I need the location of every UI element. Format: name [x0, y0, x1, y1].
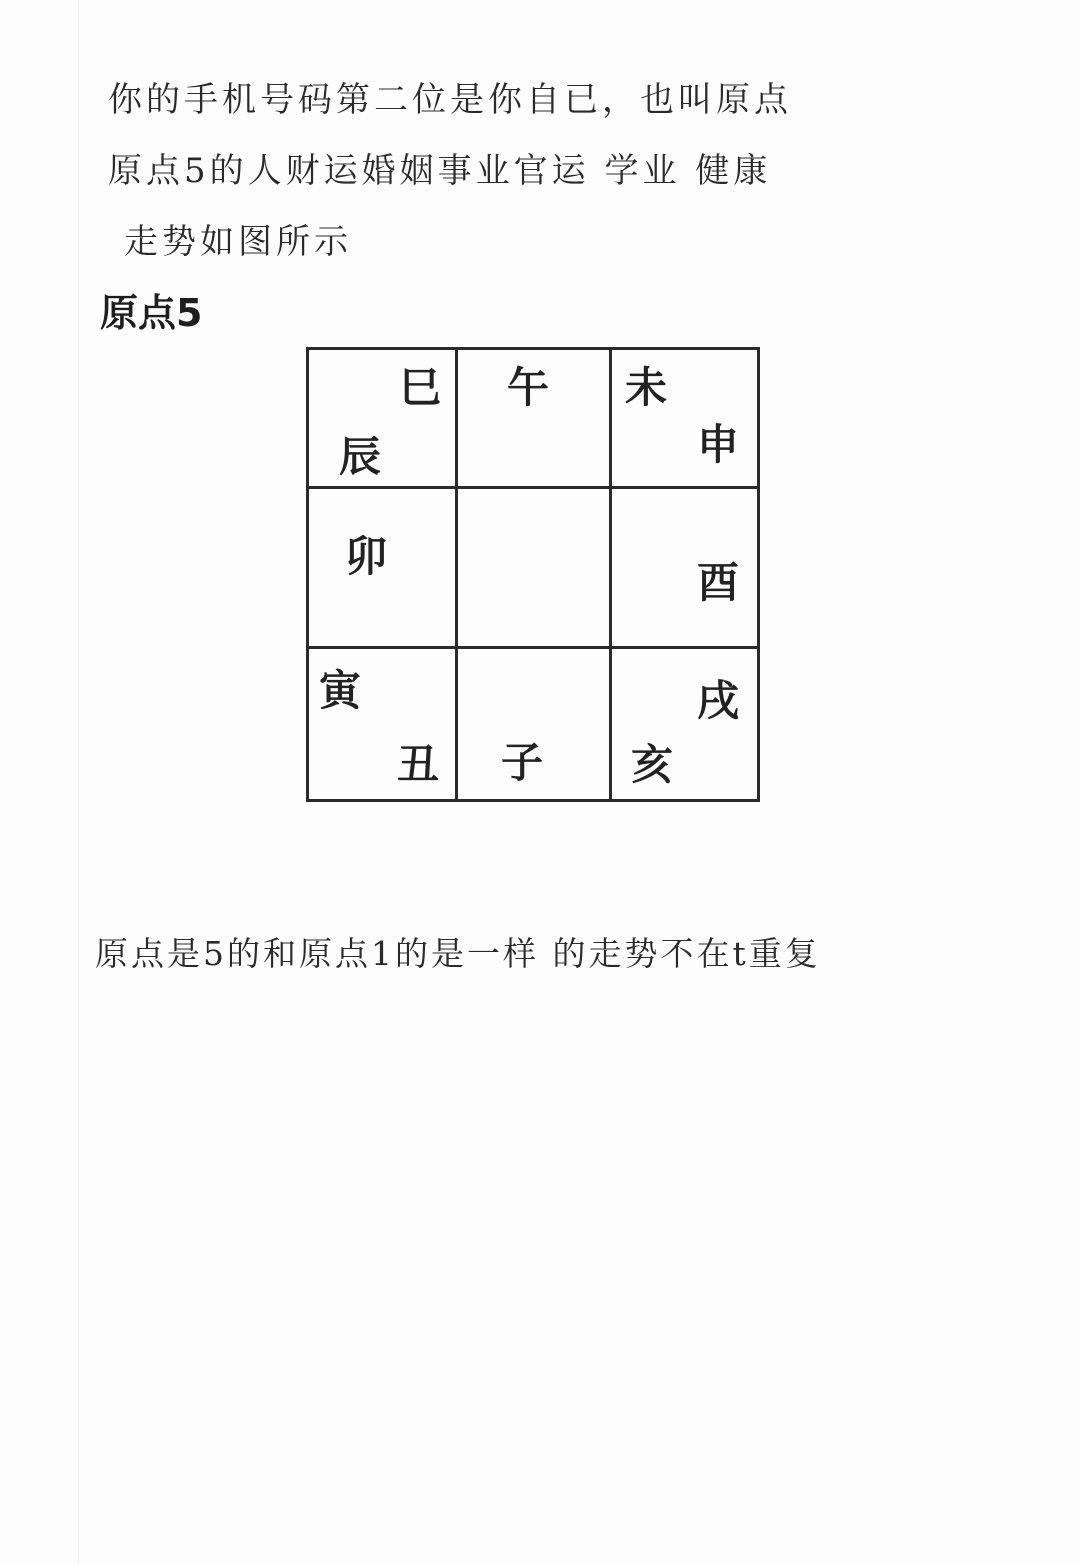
branch-chou: 丑	[397, 740, 440, 789]
earthly-branches-grid	[306, 347, 760, 802]
intro-line-2: 原点5的人财运婚姻事业官运 学业 健康	[108, 151, 772, 191]
grid-horizontal-line-1	[309, 486, 757, 489]
branch-si: 巳	[399, 363, 442, 412]
branch-shen: 申	[697, 420, 740, 469]
branch-wu: 午	[507, 363, 550, 412]
branch-xu: 戌	[697, 676, 740, 725]
closing-note: 原点是5的和原点1的是一样 的走势不在t重复	[95, 934, 821, 973]
grid-vertical-line-2	[609, 350, 612, 799]
branch-wei: 未	[625, 363, 668, 412]
branch-you: 酉	[697, 558, 740, 607]
intro-line-1: 你的手机号码第二位是你自已，也叫原点	[108, 80, 792, 120]
branch-zi: 子	[501, 738, 544, 787]
branch-mao: 卯	[345, 532, 388, 581]
branch-chen: 辰	[339, 432, 382, 481]
section-heading: 原点5	[100, 291, 203, 335]
branch-yin: 寅	[319, 666, 362, 715]
intro-line-3: 走势如图所示	[124, 222, 352, 262]
grid-horizontal-line-2	[309, 646, 757, 649]
grid-vertical-line-1	[455, 350, 458, 799]
scan-edge-shadow	[78, 0, 79, 1564]
branch-hai: 亥	[631, 740, 674, 789]
